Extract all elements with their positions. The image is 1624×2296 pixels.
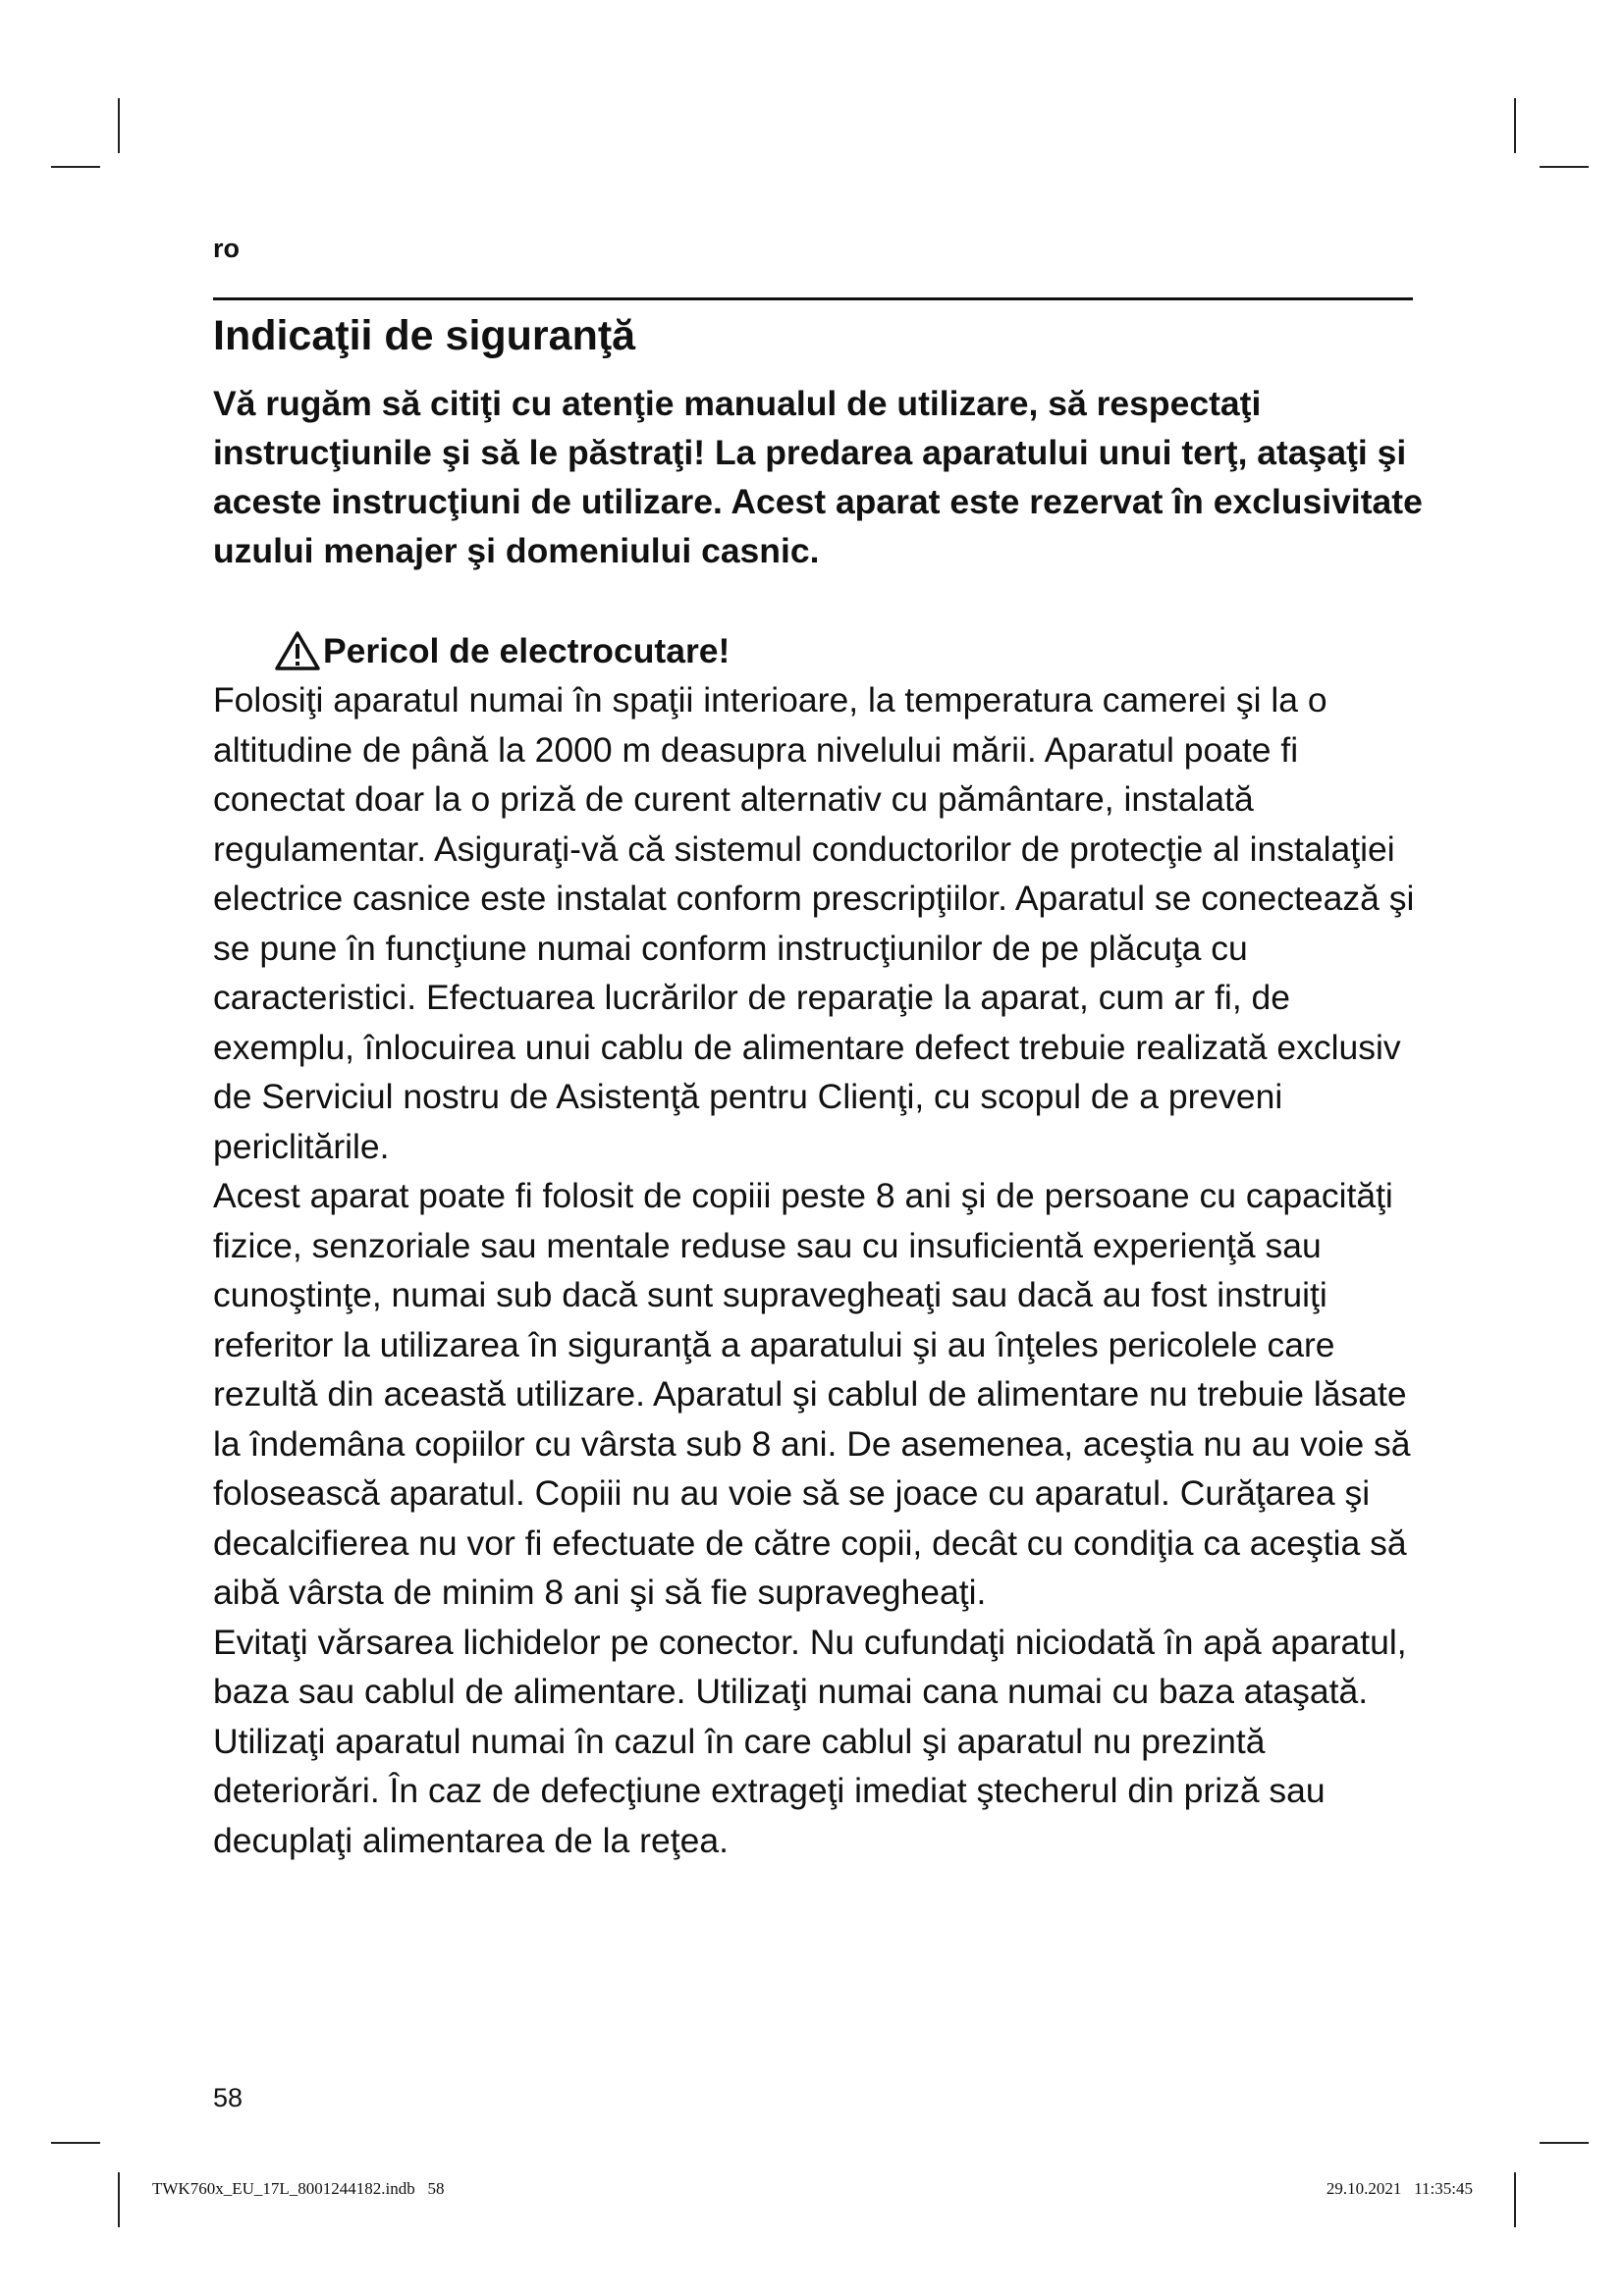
crop-mark-bottom-left-horizontal: [51, 2142, 100, 2144]
paragraph-electrical: Folosiţi aparatul numai în spaţii interioare, la temperatura camerei şi la o altitudine de până la 2000 m deasupra nivelului mării. Aparatul poate fi conectat doar la o priză de curent alternativ cu pământare, instalată regulamentar. Asiguraţi-vă că sistemul conductorilor de protecţie al instalaţiei electrice casnice este instalat conform prescripţiilor. Aparatul se conectează şi se pune în funcţiune numai conform instrucţiunilor de pe plăcuţa cu caracteristici. Efectuarea lucrărilor de reparaţie la aparat, cum ar fi, de exemplu, înlocuirea unui cablu de alimentare defect trebuie realizată exclusiv de Serviciul nostru de Asistenţă pentru Clienţi, cu scopul de a preveni periclitările.: [213, 680, 1415, 1166]
safety-body: [213, 675, 1431, 1865]
paragraph-children: Acest aparat poate fi folosit de copiii peste 8 ani şi de persoane cu capacităţi fizice, senzoriale sau mentale reduse sau cu insuficientă experienţă sau cunoştinţe, numai sub dacă sunt supravegheaţi sau dacă au fost instruiţi referitor la utilizarea în siguranţă a aparatului şi au înţeles pericolele care rezultă din această utilizare. Aparatul şi cablul de alimentare nu trebuie lăsate la îndemâna copiilor cu vârsta sub 8 ani. De asemenea, aceştia nu au voie să folosească aparatul. Copiii nu au voie să se joace cu aparatul. Curăţarea şi decalcifierea nu vor fi efectuate de către copii, decât cu condiţia ca aceştia să aibă vârsta de minim 8 ani şi să fie supravegheaţi.: [213, 1176, 1411, 1612]
crop-mark-bottom-right-vertical: [1514, 2172, 1516, 2227]
section-rule: [213, 297, 1413, 300]
warning-triangle-icon: [274, 630, 321, 671]
crop-mark-top-right-vertical: [1514, 98, 1516, 153]
crop-mark-bottom-left-vertical: [118, 2172, 120, 2227]
section-intro: Vă rugăm să citiţi cu atenţie manualul de utilizare, să respectaţi instrucţiunile şi să le păstraţi! La predarea aparatului unui terţ, ataşaţi şi aceste instrucţiuni de utilizare. Acest aparat este rezervat în exclusivitate uzului menajer şi domeniului casnic.: [213, 384, 1423, 570]
crop-mark-top-left-vertical: [118, 98, 120, 153]
file-slug: TWK760x_EU_17L_8001244182.indb 58: [152, 2179, 445, 2198]
print-timestamp: 29.10.2021 11:35:45: [1326, 2179, 1473, 2198]
crop-mark-top-right-horizontal: [1540, 166, 1589, 168]
language-code: ro: [213, 234, 240, 263]
crop-mark-top-left-horizontal: [51, 166, 100, 168]
paragraph-damage: Utilizaţi aparatul numai în cazul în care cablul şi aparatul nu prezintă deteriorări. În caz de defecţiune extrageţi imediat ştecherul din priză sau decuplaţi alimentarea de la reţea.: [213, 1721, 1326, 1860]
warning-heading-text: Pericol de electrocutare!: [323, 631, 731, 670]
crop-mark-bottom-right-horizontal: [1540, 2142, 1589, 2144]
paragraph-liquids: Evitaţi vărsarea lichidelor pe conector. Nu cufundaţi niciodată în apă aparatul, baza sau cablul de alimentare. Utilizaţi numai cana numai cu baza ataşată.: [213, 1622, 1407, 1711]
section-title: Indicaţii de siguranţă: [213, 312, 636, 359]
warning-heading: [274, 626, 730, 675]
page-number: 58: [213, 2083, 244, 2112]
